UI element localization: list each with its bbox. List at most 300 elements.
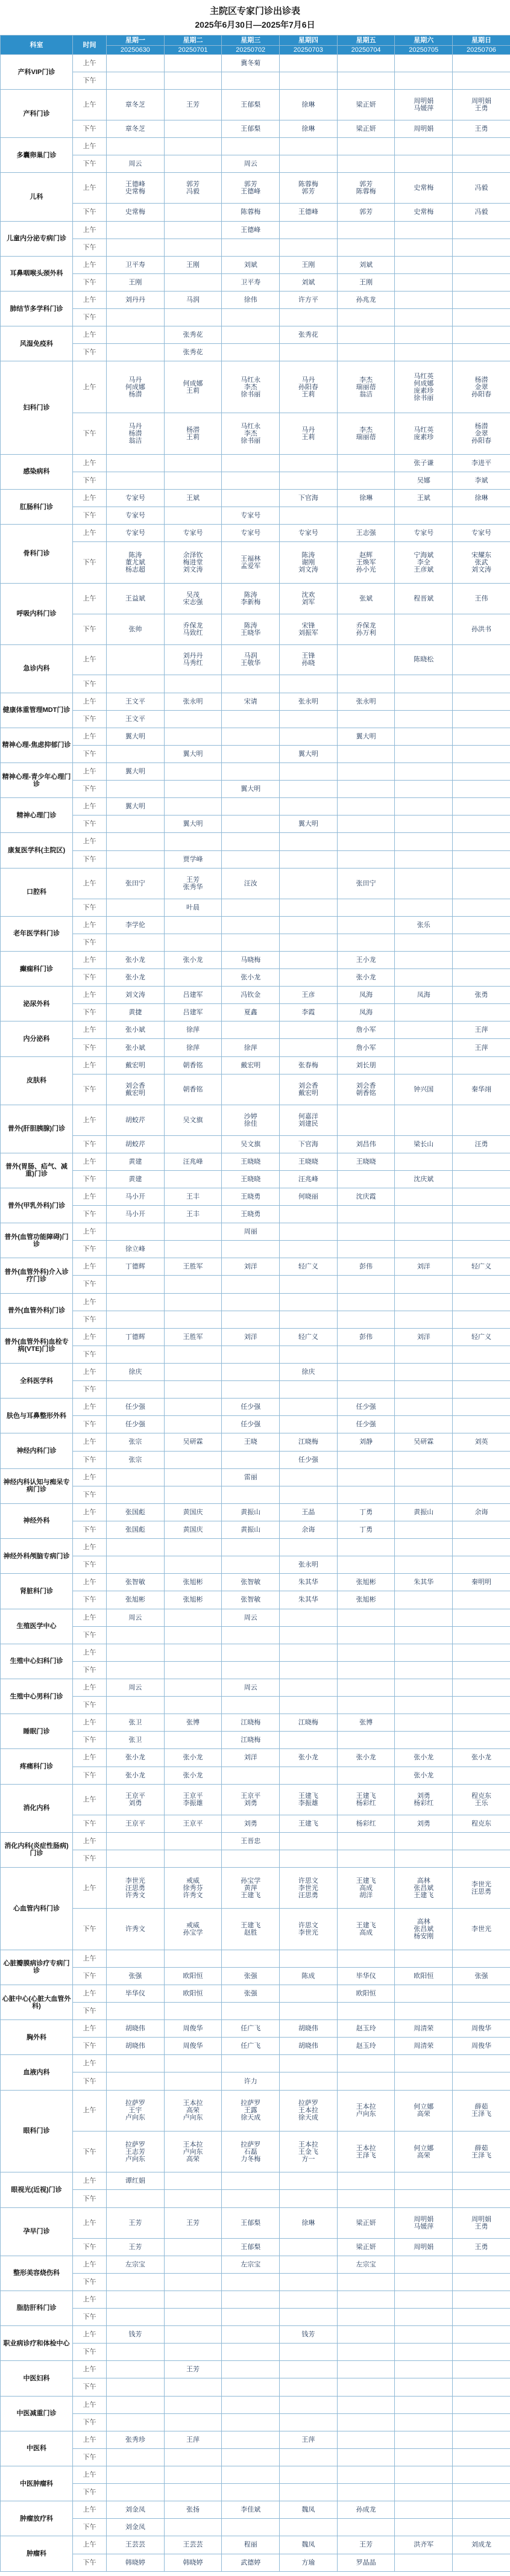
- doctor-cell: 马丹 何成娜 杨潜: [107, 361, 165, 413]
- doctor-cell: [453, 1381, 510, 1399]
- doctor-cell: 许秀文: [107, 1909, 165, 1950]
- doctor-cell: 任少强: [222, 1416, 280, 1433]
- table-row: [1, 1486, 510, 1503]
- doctor-cell: [280, 2238, 338, 2256]
- doctor-cell: [337, 2484, 395, 2501]
- doctor-cell: 吴研霖: [395, 1433, 453, 1451]
- doctor-cell: [453, 816, 510, 833]
- session-label: 上午: [73, 2020, 107, 2038]
- doctor-cell: [280, 1276, 338, 1293]
- session-label: 上午: [73, 291, 107, 308]
- doctor-cell: [164, 1363, 222, 1380]
- doctor-cell: [107, 2055, 165, 2072]
- doctor-cell: [395, 1468, 453, 1486]
- session-label: 上午: [73, 2090, 107, 2131]
- doctor-cell: 刘洋: [395, 1258, 453, 1276]
- doctor-cell: 史常梅: [107, 204, 165, 221]
- doctor-cell: [453, 2344, 510, 2361]
- doctor-cell: 任广飞: [222, 2038, 280, 2055]
- doctor-cell: [164, 1697, 222, 1714]
- dept-name: 中医科: [1, 2431, 73, 2466]
- session-label: 下午: [73, 1276, 107, 1293]
- doctor-cell: [395, 2378, 453, 2396]
- doctor-cell: [395, 55, 453, 72]
- doctor-cell: 刘洋: [395, 1328, 453, 1346]
- doctor-cell: 张小龙: [280, 1749, 338, 1767]
- doctor-cell: [453, 644, 510, 675]
- doctor-cell: [280, 1021, 338, 1039]
- doctor-cell: [337, 2396, 395, 2413]
- doctor-cell: [395, 969, 453, 987]
- doctor-cell: [453, 899, 510, 916]
- doctor-cell: 胡晓伟: [280, 2020, 338, 2038]
- header-date: 20250706: [453, 46, 510, 55]
- session-label: 下午: [73, 1311, 107, 1328]
- doctor-cell: [395, 1293, 453, 1311]
- doctor-cell: 王斌: [164, 489, 222, 507]
- doctor-cell: 黄捷: [107, 1004, 165, 1021]
- doctor-cell: [337, 72, 395, 90]
- doctor-cell: 周俊华: [164, 2038, 222, 2055]
- doctor-cell: 罗晶晶: [337, 2554, 395, 2571]
- doctor-cell: 魏凤: [280, 2501, 338, 2519]
- table-row: [1, 2501, 510, 2519]
- table-row: [1, 1591, 510, 1609]
- doctor-cell: [453, 2554, 510, 2571]
- table-row: [1, 1832, 510, 1850]
- doctor-cell: [337, 2291, 395, 2308]
- session-label: 下午: [73, 2238, 107, 2256]
- doctor-cell: [164, 763, 222, 781]
- doctor-cell: 张秀花: [280, 326, 338, 344]
- doctor-cell: [337, 1661, 395, 1679]
- doctor-cell: [164, 1626, 222, 1644]
- doctor-cell: 张小斌: [107, 1039, 165, 1056]
- session-label: 上午: [73, 1188, 107, 1205]
- doctor-cell: [395, 309, 453, 326]
- doctor-cell: [337, 2519, 395, 2536]
- session-label: 下午: [73, 155, 107, 173]
- doctor-cell: 欧阳恒: [164, 1967, 222, 1985]
- doctor-cell: 翼大明: [280, 745, 338, 763]
- doctor-cell: [453, 1311, 510, 1328]
- doctor-cell: [395, 763, 453, 781]
- table-row: [1, 2273, 510, 2291]
- table-row: [1, 934, 510, 951]
- dept-name: 消化内科(炎症性肠病)门诊: [1, 1832, 73, 1867]
- page-title: 主院区专家门诊出诊表: [209, 6, 300, 16]
- doctor-cell: 乔保龙 马致红: [164, 614, 222, 644]
- table-row: [1, 1170, 510, 1188]
- doctor-cell: [453, 2072, 510, 2090]
- table-row: [1, 1363, 510, 1380]
- doctor-cell: [395, 1950, 453, 1967]
- doctor-cell: [280, 1697, 338, 1714]
- doctor-cell: [337, 2413, 395, 2431]
- session-label: 下午: [73, 273, 107, 291]
- table-row: [1, 344, 510, 361]
- doctor-cell: [222, 239, 280, 256]
- dept-name: 孕早门诊: [1, 2207, 73, 2256]
- doctor-cell: 张旭彬: [337, 1591, 395, 1609]
- doctor-cell: 拉萨罗 王露 徐天成: [222, 2090, 280, 2131]
- doctor-cell: 程克东 王乐: [453, 1784, 510, 1815]
- doctor-cell: 周明娟: [395, 120, 453, 138]
- doctor-cell: [280, 1644, 338, 1661]
- session-label: 上午: [73, 1867, 107, 1908]
- doctor-cell: 江晓梅: [280, 1714, 338, 1732]
- doctor-cell: 周明娟 王勇: [453, 2207, 510, 2238]
- session-label: 下午: [73, 1004, 107, 1021]
- doctor-cell: 李斌: [453, 472, 510, 489]
- doctor-cell: [164, 2378, 222, 2396]
- doctor-cell: [453, 2003, 510, 2020]
- doctor-cell: [395, 1591, 453, 1609]
- doctor-cell: [107, 2466, 165, 2483]
- dept-name: 多囊卵巢门诊: [1, 138, 73, 173]
- doctor-cell: [453, 710, 510, 728]
- doctor-cell: [164, 1950, 222, 1967]
- doctor-cell: 王建飞 赵胜: [222, 1909, 280, 1950]
- doctor-cell: [453, 1363, 510, 1380]
- doctor-cell: [164, 1223, 222, 1241]
- session-label: 上午: [73, 833, 107, 850]
- doctor-cell: 余泽钦 梅进堂 刘文涛: [164, 542, 222, 583]
- table-row: [1, 987, 510, 1004]
- session-label: 下午: [73, 1591, 107, 1609]
- doctor-cell: [453, 693, 510, 710]
- doctor-cell: [222, 2003, 280, 2020]
- doctor-cell: 专家号: [280, 525, 338, 542]
- doctor-cell: [280, 309, 338, 326]
- doctor-cell: [280, 1293, 338, 1311]
- doctor-cell: 王斌: [395, 489, 453, 507]
- doctor-cell: 刘长朋: [337, 1056, 395, 1074]
- doctor-cell: 王晓晓: [222, 1153, 280, 1170]
- session-label: 下午: [73, 542, 107, 583]
- doctor-cell: [280, 710, 338, 728]
- doctor-cell: 张勇: [453, 987, 510, 1004]
- doctor-cell: 王萍: [280, 2431, 338, 2448]
- doctor-cell: [107, 2396, 165, 2413]
- doctor-cell: 马小开: [107, 1206, 165, 1223]
- doctor-cell: 轻广义: [453, 1328, 510, 1346]
- dept-name: 生殖中心妇科门诊: [1, 1644, 73, 1679]
- doctor-cell: [395, 798, 453, 816]
- doctor-cell: 翼大明: [164, 745, 222, 763]
- doctor-cell: 刘金凤: [107, 2519, 165, 2536]
- doctor-cell: [222, 1346, 280, 1363]
- table-row: [1, 850, 510, 868]
- doctor-cell: [222, 1451, 280, 1468]
- doctor-cell: 王小龙: [337, 951, 395, 968]
- doctor-cell: [164, 1609, 222, 1626]
- doctor-cell: [337, 1539, 395, 1556]
- doctor-cell: 秦华翊: [453, 1074, 510, 1105]
- doctor-cell: [280, 1679, 338, 1696]
- doctor-cell: 王郁梨: [222, 120, 280, 138]
- doctor-cell: 王本拉 王金飞 方一: [280, 2131, 338, 2172]
- doctor-cell: [395, 1346, 453, 1363]
- doctor-cell: 陈蓉梅: [222, 204, 280, 221]
- doctor-cell: [453, 1004, 510, 1021]
- table-row: [1, 2344, 510, 2361]
- doctor-cell: [280, 1732, 338, 1749]
- doctor-cell: [453, 1241, 510, 1258]
- doctor-cell: 宋请: [222, 693, 280, 710]
- doctor-cell: [395, 138, 453, 155]
- session-label: 下午: [73, 1661, 107, 1679]
- table-row: [1, 1468, 510, 1486]
- doctor-cell: 王芳: [164, 2207, 222, 2238]
- doctor-cell: [453, 2256, 510, 2273]
- doctor-cell: [453, 72, 510, 90]
- dept-name: 老年医学科门诊: [1, 916, 73, 951]
- doctor-cell: [222, 916, 280, 934]
- table-row: [1, 2003, 510, 2020]
- doctor-cell: [453, 507, 510, 525]
- doctor-cell: [164, 1732, 222, 1749]
- doctor-cell: [164, 969, 222, 987]
- doctor-cell: 周丽: [222, 1223, 280, 1241]
- doctor-cell: 张智敏: [107, 1574, 165, 1591]
- table-row: [1, 2536, 510, 2554]
- table-row: [1, 1346, 510, 1363]
- session-label: 上午: [73, 583, 107, 614]
- table-row: [1, 2020, 510, 2038]
- table-row: [1, 1188, 510, 1205]
- doctor-cell: 程克东: [453, 1815, 510, 1832]
- table-row: [1, 204, 510, 221]
- doctor-cell: [453, 1105, 510, 1135]
- dept-name: 眼视光(近视)门诊: [1, 2172, 73, 2207]
- doctor-cell: 张小龙: [453, 1749, 510, 1767]
- doctor-cell: 张永明: [280, 1556, 338, 1574]
- table-row: [1, 2190, 510, 2207]
- doctor-cell: 轻广义: [453, 1258, 510, 1276]
- doctor-cell: [395, 2291, 453, 2308]
- doctor-cell: [337, 1850, 395, 1867]
- doctor-cell: 钟兴国: [395, 1074, 453, 1105]
- doctor-cell: [337, 55, 395, 72]
- doctor-cell: 张小龙: [337, 969, 395, 987]
- doctor-cell: [222, 763, 280, 781]
- doctor-cell: [453, 1188, 510, 1205]
- session-label: 上午: [73, 1258, 107, 1276]
- doctor-cell: 徐萍: [222, 1039, 280, 1056]
- doctor-cell: [337, 2326, 395, 2344]
- session-label: 下午: [73, 1039, 107, 1056]
- table-row: [1, 728, 510, 745]
- table-row: [1, 781, 510, 798]
- doctor-cell: [453, 1679, 510, 1696]
- doctor-cell: [222, 1539, 280, 1556]
- doctor-cell: [164, 1346, 222, 1363]
- doctor-cell: [107, 1556, 165, 1574]
- doctor-cell: 汪兆峰: [280, 1170, 338, 1188]
- doctor-cell: [453, 309, 510, 326]
- doctor-cell: [107, 2003, 165, 2020]
- doctor-cell: [395, 1021, 453, 1039]
- session-label: 上午: [73, 138, 107, 155]
- header-dept: 科室: [1, 36, 73, 55]
- doctor-cell: [337, 326, 395, 344]
- session-label: 上午: [73, 1056, 107, 1074]
- doctor-cell: [107, 239, 165, 256]
- doctor-cell: [222, 309, 280, 326]
- table-row: [1, 2396, 510, 2413]
- doctor-cell: [222, 1850, 280, 1867]
- doctor-cell: 张博: [337, 1714, 395, 1732]
- doctor-cell: [337, 2344, 395, 2361]
- doctor-cell: [337, 816, 395, 833]
- doctor-cell: [453, 1416, 510, 1433]
- doctor-cell: [453, 1346, 510, 1363]
- session-label: 上午: [73, 1679, 107, 1696]
- doctor-cell: 刘斌: [280, 273, 338, 291]
- doctor-cell: [395, 1486, 453, 1503]
- doctor-cell: [107, 221, 165, 239]
- dept-name: 口腔科: [1, 868, 73, 916]
- doctor-cell: [453, 1767, 510, 1784]
- dept-name: 血液内科: [1, 2055, 73, 2090]
- header-date: 20250630: [107, 46, 165, 55]
- session-label: 下午: [73, 2273, 107, 2291]
- doctor-cell: [453, 138, 510, 155]
- session-label: 下午: [73, 344, 107, 361]
- doctor-cell: [337, 2055, 395, 2072]
- doctor-cell: 王萍: [164, 2431, 222, 2448]
- doctor-cell: [222, 2413, 280, 2431]
- doctor-cell: 张强: [222, 1985, 280, 2002]
- schedule-table: [0, 35, 510, 2572]
- doctor-cell: [280, 2291, 338, 2308]
- doctor-cell: 李杰 瑞丽蓓: [337, 413, 395, 454]
- doctor-cell: 张旭彬: [164, 1591, 222, 1609]
- dept-name: 肿瘤放疗科: [1, 2501, 73, 2536]
- session-label: 下午: [73, 1767, 107, 1784]
- table-header: [1, 36, 510, 55]
- doctor-cell: [107, 309, 165, 326]
- doctor-cell: 周明娟 王勇: [453, 90, 510, 120]
- doctor-cell: 王勇: [453, 2238, 510, 2256]
- session-label: 上午: [73, 1223, 107, 1241]
- doctor-cell: [337, 833, 395, 850]
- table-row: [1, 2207, 510, 2238]
- table-row: [1, 454, 510, 472]
- doctor-cell: [395, 745, 453, 763]
- session-label: 下午: [73, 969, 107, 987]
- dept-name: 内分泌科: [1, 1021, 73, 1056]
- doctor-cell: [164, 1276, 222, 1293]
- doctor-cell: [395, 273, 453, 291]
- doctor-cell: 王京平 刘勇: [107, 1784, 165, 1815]
- doctor-cell: [164, 120, 222, 138]
- doctor-cell: [222, 1293, 280, 1311]
- doctor-cell: [222, 2448, 280, 2466]
- doctor-cell: 王锋 孙晓: [280, 644, 338, 675]
- doctor-cell: 任少强: [222, 1399, 280, 1416]
- table-row: [1, 1399, 510, 1416]
- doctor-cell: [280, 1539, 338, 1556]
- doctor-cell: 黄振山: [222, 1521, 280, 1538]
- doctor-cell: 专家号: [222, 507, 280, 525]
- doctor-cell: 陈成: [280, 1967, 338, 1985]
- doctor-cell: 王德峰: [280, 204, 338, 221]
- doctor-cell: 毕华仪: [107, 1985, 165, 2002]
- doctor-cell: [164, 1832, 222, 1850]
- doctor-cell: [280, 2519, 338, 2536]
- doctor-cell: [453, 344, 510, 361]
- doctor-cell: [453, 1276, 510, 1293]
- table-row: [1, 1626, 510, 1644]
- session-label: 下午: [73, 2190, 107, 2207]
- doctor-cell: [280, 1832, 338, 1850]
- table-row: [1, 745, 510, 763]
- doctor-cell: [337, 1363, 395, 1380]
- doctor-cell: [453, 2190, 510, 2207]
- table-row: [1, 1850, 510, 1867]
- doctor-cell: 专家号: [107, 489, 165, 507]
- table-row: [1, 273, 510, 291]
- doctor-cell: 黄振山: [395, 1503, 453, 1521]
- dept-name: 精神心理-焦虑抑郁门诊: [1, 728, 73, 763]
- session-label: 下午: [73, 1697, 107, 1714]
- dept-name: 中医妇科: [1, 2361, 73, 2396]
- doctor-cell: 杨潜 金翠 孙阳春: [453, 361, 510, 413]
- doctor-cell: 张强: [107, 1967, 165, 1985]
- doctor-cell: [107, 2308, 165, 2325]
- header-day: 星期日: [453, 36, 510, 46]
- table-row: [1, 1985, 510, 2002]
- session-label: 下午: [73, 1521, 107, 1538]
- doctor-cell: [453, 291, 510, 308]
- doctor-cell: [395, 899, 453, 916]
- doctor-cell: 薛茹 王泽飞: [453, 2090, 510, 2131]
- doctor-cell: [453, 256, 510, 273]
- doctor-cell: [395, 1056, 453, 1074]
- doctor-cell: [222, 899, 280, 916]
- doctor-cell: 王芸芸: [107, 2536, 165, 2554]
- table-row: [1, 2448, 510, 2466]
- doctor-cell: 王本拉 高荣 卢向东: [164, 2090, 222, 2131]
- doctor-cell: [164, 472, 222, 489]
- doctor-cell: [164, 833, 222, 850]
- doctor-cell: [337, 1276, 395, 1293]
- dept-name: 妇科门诊: [1, 361, 73, 454]
- doctor-cell: [453, 1697, 510, 1714]
- session-label: 下午: [73, 204, 107, 221]
- table-row: [1, 916, 510, 934]
- doctor-cell: 吴娜: [395, 472, 453, 489]
- doctor-cell: [337, 675, 395, 693]
- doctor-cell: [107, 816, 165, 833]
- doctor-cell: [453, 916, 510, 934]
- doctor-cell: 专家号: [395, 525, 453, 542]
- doctor-cell: [164, 1170, 222, 1188]
- doctor-cell: 杨潜 王莉: [164, 413, 222, 454]
- doctor-cell: [222, 833, 280, 850]
- doctor-cell: [222, 2172, 280, 2190]
- doctor-cell: [280, 2172, 338, 2190]
- session-label: 上午: [73, 256, 107, 273]
- doctor-cell: [395, 1539, 453, 1556]
- doctor-cell: 专家号: [107, 525, 165, 542]
- doctor-cell: 许力: [222, 2072, 280, 2090]
- doctor-cell: [337, 1626, 395, 1644]
- doctor-cell: 王京平 李振雄: [164, 1784, 222, 1815]
- doctor-cell: [395, 1399, 453, 1416]
